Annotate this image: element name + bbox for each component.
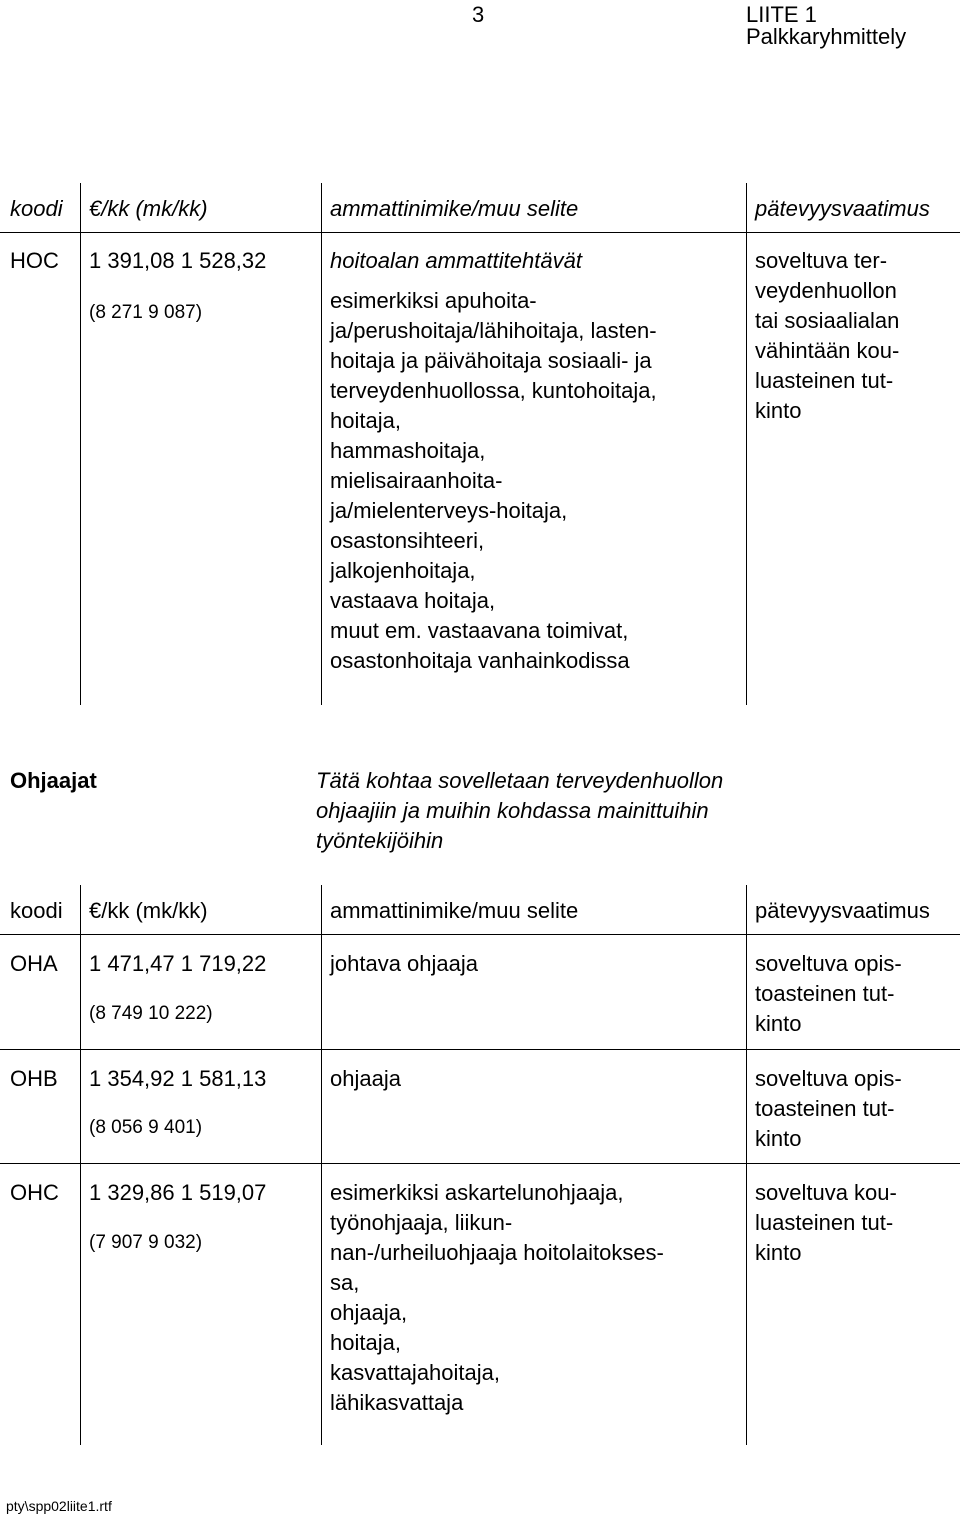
row-requirement [755, 1064, 902, 1154]
row-heading: hoitoalan ammattitehtävät [330, 248, 582, 273]
note-line: ohjaajiin ja muihin kohdassa mainittuihin [316, 798, 709, 823]
row-code: OHC [10, 1180, 59, 1205]
column-divider [321, 885, 322, 1445]
header-salary: €/kk (mk/kk) [89, 196, 208, 221]
requirement-line: soveltuva kou- [755, 1180, 897, 1205]
row-requirement [755, 1178, 897, 1268]
row-salary-mk: (8 749 10 222) [89, 1003, 213, 1024]
header-code: koodi [10, 898, 63, 923]
description-line: hoitaja, [330, 408, 401, 433]
title-line: lähikasvattaja [330, 1390, 464, 1415]
description-line: mielisairaanhoita- [330, 468, 503, 493]
row-code: OHA [10, 951, 58, 976]
header-code: koodi [10, 196, 63, 221]
row-title: johtava ohjaaja [330, 951, 479, 976]
row-divider [0, 1049, 960, 1050]
header-underline [0, 232, 960, 233]
row-title: ohjaaja [330, 1066, 401, 1091]
section-heading: Ohjaajat [10, 768, 97, 793]
description-line: vastaava hoitaja, [330, 588, 496, 613]
requirement-line: soveltuva opis- [755, 951, 902, 976]
requirement-line: toasteinen tut- [755, 1096, 895, 1121]
column-divider [746, 885, 747, 1445]
row-code: HOC [10, 248, 59, 273]
header-underline [0, 934, 960, 935]
section-note [316, 766, 723, 856]
header-title: ammattinimike/muu selite [330, 196, 579, 221]
title-line: nan-/urheiluohjaaja hoitolaitokses- [330, 1240, 664, 1265]
header-requirement: pätevyysvaatimus [755, 196, 930, 221]
description-line: ja/mielenterveys-hoitaja, [330, 498, 568, 523]
requirement-line: luasteinen tut- [755, 368, 894, 393]
row-salary-eur: 1 329,86 1 519,07 [89, 1180, 267, 1205]
requirement-line: soveltuva ter- [755, 248, 888, 273]
requirement-line: vähintään kou- [755, 338, 900, 363]
page-number: 3 [472, 2, 485, 27]
row-salary-eur: 1 354,92 1 581,13 [89, 1066, 267, 1091]
footer-filename: pty\spp02liite1.rtf [6, 1498, 112, 1514]
requirement-line: tai sosiaalialan [755, 308, 900, 333]
title-line: esimerkiksi askartelunohjaaja, [330, 1180, 624, 1205]
requirement-line: luasteinen tut- [755, 1210, 894, 1235]
row-salary-mk: (8 271 9 087) [89, 302, 203, 323]
column-divider [80, 183, 81, 705]
description-line: terveydenhuollossa, kuntohoitaja, [330, 378, 657, 403]
description-line: hoitaja ja päivähoitaja sosiaali- ja [330, 348, 652, 373]
document-subtitle: Palkkaryhmittely [746, 24, 907, 49]
requirement-line: kinto [755, 1240, 802, 1265]
row-salary-mk: (7 907 9 032) [89, 1232, 203, 1253]
requirement-line: soveltuva opis- [755, 1066, 902, 1091]
title-line: kasvattajahoitaja, [330, 1360, 500, 1385]
description-line: esimerkiksi apuhoita- [330, 288, 537, 313]
row-salary-eur: 1 391,08 1 528,32 [89, 248, 267, 273]
row-description [330, 286, 657, 676]
row-salary-mk: (8 056 9 401) [89, 1117, 203, 1138]
row-salary-eur: 1 471,47 1 719,22 [89, 951, 267, 976]
header-requirement: pätevyysvaatimus [755, 898, 930, 923]
description-line: hammashoitaja, [330, 438, 486, 463]
row-requirement [755, 949, 902, 1039]
description-line: osastonhoitaja vanhainkodissa [330, 648, 630, 673]
requirement-line: kinto [755, 1011, 802, 1036]
requirement-line: kinto [755, 1126, 802, 1151]
column-divider [80, 885, 81, 1445]
note-line: Tätä kohtaa sovelletaan terveydenhuollon [316, 768, 724, 793]
description-line: jalkojenhoitaja, [330, 558, 476, 583]
title-line: työnohjaaja, liikun- [330, 1210, 513, 1235]
appendix-label: LIITE 1 [746, 2, 817, 27]
description-line: osastonsihteeri, [330, 528, 485, 553]
title-line: hoitaja, [330, 1330, 401, 1355]
row-divider [0, 1163, 960, 1164]
header-salary: €/kk (mk/kk) [89, 898, 208, 923]
column-divider [746, 183, 747, 705]
title-line: ohjaaja, [330, 1300, 408, 1325]
row-title [330, 1178, 664, 1418]
title-line: sa, [330, 1270, 360, 1295]
column-divider [321, 183, 322, 705]
description-line: ja/perushoitaja/lähihoitaja, lasten- [330, 318, 657, 343]
note-line: työntekijöihin [316, 828, 444, 853]
requirement-line: veydenhuollon [755, 278, 897, 303]
description-line: muut em. vastaavana toimivat, [330, 618, 629, 643]
requirement-line: toasteinen tut- [755, 981, 895, 1006]
row-requirement [755, 246, 899, 426]
header-title: ammattinimike/muu selite [330, 898, 579, 923]
row-code: OHB [10, 1066, 58, 1091]
requirement-line: kinto [755, 398, 802, 423]
